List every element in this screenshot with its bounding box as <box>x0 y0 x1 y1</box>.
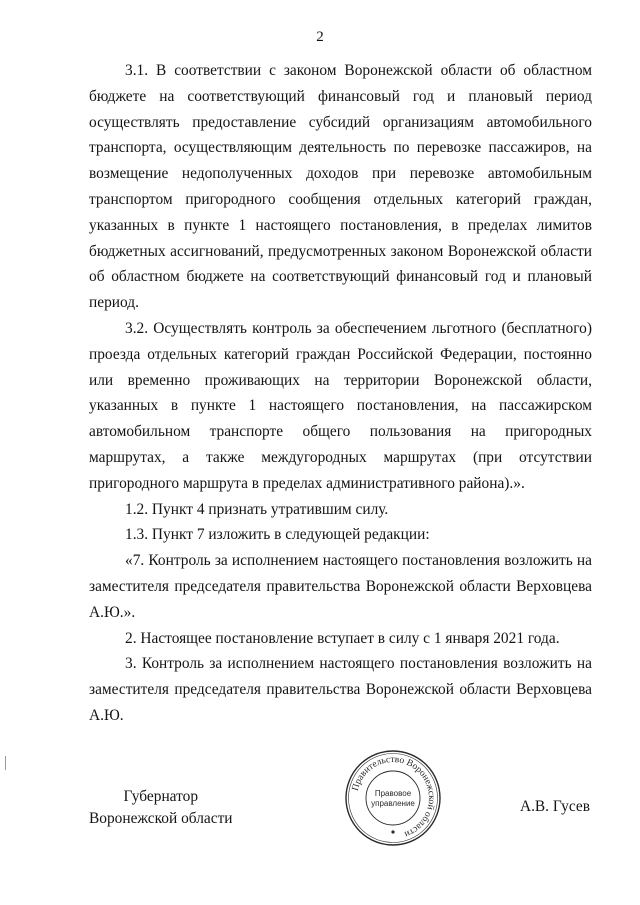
paragraph-1-2: 1.2. Пункт 4 признать утратившим силу. <box>125 500 389 518</box>
signatory-title <box>89 786 233 830</box>
seal-ring-text: Правительство Воронежской области <box>350 754 437 839</box>
signatory-title-line2: Воронежской области <box>89 810 233 827</box>
paragraph-3-2: 3.2. Осуществлять контроль за обеспечением льготного (бесплатного) проезда отдельных категорий граждан Российской Федерации, постоянно или временно проживающих на территории Воронежской области, указанных в пункте 1 настоящего постановления, на пассажирском автомобильном транспорте общего пользования на пригородных маршрутах, а также междугородных маршрутах (при отсутствии пригородного маршрута в пределах административного района).». <box>89 319 592 492</box>
document-body <box>89 58 592 729</box>
seal-center-line1: Правовое <box>374 789 412 798</box>
seal-center-line2: управление <box>371 799 415 808</box>
paragraph-3: 3. Контроль за исполнением настоящего постановления возложить на заместителя председателя правительства Воронежской области Верховцева А.Ю. <box>89 655 592 724</box>
seal-star-mark <box>391 830 394 833</box>
scan-margin-mark <box>5 756 6 770</box>
paragraph-3-1: 3.1. В соответствии с законом Воронежской области об областном бюджете на соответствующий финансовый год и плановый период осуществлять предоставление субсидий организациям автомобильного транспорта, осуществляющим деятельность по перевозке пассажиров, на возмещение недополученных доходов при перевозке автомобильным транспортом пригородного сообщения отдельных категорий граждан, указанных в пункте 1 настоящего постановления, в пределах лимитов бюджетных ассигнований, предусмотренных законом Воронежской области об областном бюджете на соответствующий финансовый год и плановый период. <box>89 62 592 312</box>
paragraph-1-3: 1.3. Пункт 7 изложить в следующей редакции: <box>125 526 430 544</box>
seal-graphic <box>343 748 443 848</box>
signatory-name: А.В. Гусев <box>519 798 590 815</box>
paragraph-2: 2. Настоящее постановление вступает в силу с 1 января 2021 года. <box>125 629 560 647</box>
signatory-title-line1: Губернатор <box>123 788 199 805</box>
paragraph-7-quote: «7. Контроль за исполнением настоящего постановления возложить на заместителя председателя правительства Воронежской области Верховцева А.Ю.». <box>89 552 592 621</box>
page-number: 2 <box>316 29 324 45</box>
official-seal-stamp <box>343 748 443 848</box>
